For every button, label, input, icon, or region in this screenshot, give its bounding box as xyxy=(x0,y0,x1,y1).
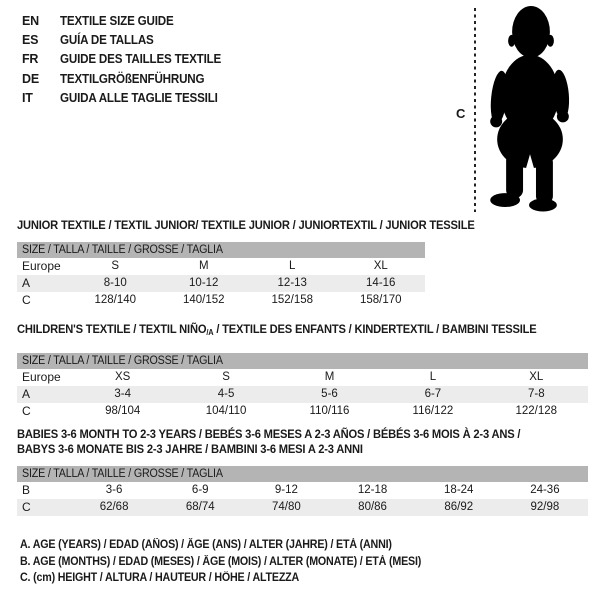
row-label: C xyxy=(22,293,31,307)
size-cell: 122/128 xyxy=(515,405,558,417)
lang-row-fr xyxy=(22,50,233,69)
lang-title: GUÍA DE TALLAS xyxy=(60,33,154,48)
lang-code: FR xyxy=(22,52,39,67)
size-cell: 110/116 xyxy=(309,405,350,417)
size-cell: 74/80 xyxy=(272,501,301,513)
table-title: CHILDREN'S TEXTILE / TEXTIL $NIÑO_{/A}$ / TEXTILE DES ENFANTS / KINDERTEXTIL / BAMBINI TESSILE xyxy=(17,322,537,337)
lang-code: DE xyxy=(22,71,39,86)
footnote-c: C. (cm) HEIGHT / ALTURA / HAUTEUR / HÖHE / ALTEZZA xyxy=(20,572,300,584)
size-cell: 68/74 xyxy=(185,501,215,513)
size-cell: 152/158 xyxy=(271,294,314,306)
row-label: A xyxy=(22,387,31,401)
table-header-bar xyxy=(17,353,588,369)
lang-code: IT xyxy=(22,91,33,106)
lang-code: EN xyxy=(22,13,39,28)
table-row xyxy=(17,369,588,386)
size-cell: 9-12 xyxy=(274,484,298,496)
table-row xyxy=(17,403,588,420)
lang-title: GUIDA ALLE TAGLIE TESSILI xyxy=(60,91,218,106)
table-row xyxy=(17,275,425,292)
table-title: BABIES 3-6 MONTH TO 2-3 YEARS / BEBÉS 3-6 MESES A 2-3 AÑOS / BÉBÉS 3-6 MOIS À 2-3 ANS / BABYS 3-6 MONATE BIS 2-3 JAHRE / BAMBINI 3-6 MESI A 2-3 ANNI xyxy=(17,427,521,456)
height-label-c: C xyxy=(456,106,466,121)
size-table-junior xyxy=(17,218,475,309)
size-cell: S xyxy=(222,371,230,383)
standing-baby-silhouette-icon xyxy=(486,3,578,212)
size-cell: 18-24 xyxy=(444,484,474,496)
size-cell: 104/110 xyxy=(205,405,247,417)
size-cell: XL xyxy=(373,260,388,272)
table-title: JUNIOR TEXTILE / TEXTIL JUNIOR/ TEXTILE JUNIOR / JUNIORTEXTIL / JUNIOR TESSILE xyxy=(17,218,475,232)
lang-row-de xyxy=(22,69,233,88)
size-cell: 140/152 xyxy=(182,294,225,306)
size-cell: 128/140 xyxy=(94,294,137,306)
height-figure xyxy=(440,0,600,230)
row-label: B xyxy=(22,483,31,497)
row-label: C xyxy=(22,404,31,418)
footnote-b: B. AGE (MONTHS) / EDAD (MESES) / ÂGE (MOIS) / ALTER (MONATE) / ETÀ (MESI) xyxy=(20,555,422,568)
size-cell: 98/104 xyxy=(105,405,141,417)
language-title-block xyxy=(22,11,233,108)
row-label: A xyxy=(22,276,31,290)
table-row xyxy=(17,292,425,309)
size-cell: 24-36 xyxy=(530,484,560,496)
size-cell: 4-5 xyxy=(217,388,235,400)
size-cell: 3-4 xyxy=(114,388,131,400)
table-row xyxy=(17,386,588,403)
size-header-label: SIZE / TALLA / TAILLE / GRÖSSE / TAGLIA xyxy=(22,468,223,480)
size-cell: M xyxy=(198,260,209,272)
size-header-label: SIZE / TALLA / TAILLE / GRÖSSE / TAGLIA xyxy=(22,244,223,256)
size-cell: XL xyxy=(529,371,544,383)
table-header-bar xyxy=(17,242,425,258)
size-cell: 14-16 xyxy=(366,277,396,289)
lang-title: TEXTILGRÖßENFÜHRUNG xyxy=(60,71,205,86)
size-cell: 86/92 xyxy=(444,501,474,513)
size-cell: 12-18 xyxy=(357,484,388,496)
size-cell: 158/170 xyxy=(359,294,402,306)
size-cell: 7-8 xyxy=(527,388,545,400)
size-cell: M xyxy=(324,371,335,383)
size-cell: 62/68 xyxy=(99,501,129,513)
size-cell: 12-13 xyxy=(277,277,307,289)
size-header-label: SIZE / TALLA / TAILLE / GRÖSSE / TAGLIA xyxy=(22,355,223,367)
size-cell: 80/86 xyxy=(358,501,387,513)
lang-code: ES xyxy=(22,33,39,48)
size-cell: 92/98 xyxy=(530,501,560,513)
size-cell: 6-7 xyxy=(424,388,442,400)
size-cell: L xyxy=(429,371,437,383)
lang-title: GUIDE DES TAILLES TEXTILE xyxy=(60,52,222,67)
size-cell: 3-6 xyxy=(105,484,123,496)
size-cell: XS xyxy=(115,371,131,383)
row-label: Europe xyxy=(22,370,61,384)
size-table-children xyxy=(17,322,588,420)
table-row xyxy=(17,482,588,499)
table-row xyxy=(17,258,425,275)
table-row xyxy=(17,499,588,516)
size-cell: 5-6 xyxy=(321,388,338,400)
size-cell: 116/122 xyxy=(412,405,454,417)
lang-row-it xyxy=(22,89,233,108)
table-header-bar xyxy=(17,466,588,482)
row-label: C xyxy=(22,500,31,514)
size-cell: L xyxy=(289,260,296,272)
size-cell: 10-12 xyxy=(189,277,219,289)
size-cell: S xyxy=(111,260,120,272)
footnotes xyxy=(20,537,451,587)
size-table-babies xyxy=(17,427,588,516)
lang-row-en xyxy=(22,11,233,30)
row-label: Europe xyxy=(22,259,61,273)
lang-title: TEXTILE SIZE GUIDE xyxy=(60,13,174,28)
size-cell: 8-10 xyxy=(103,277,127,289)
lang-row-es xyxy=(22,30,233,49)
height-dashed-line-icon xyxy=(474,8,476,212)
footnote-a: A. AGE (YEARS) / EDAD (AÑOS) / ÂGE (ANS) / ALTER (JAHRE) / ETÀ (ANNI) xyxy=(20,539,392,551)
size-cell: 6-9 xyxy=(191,484,209,496)
